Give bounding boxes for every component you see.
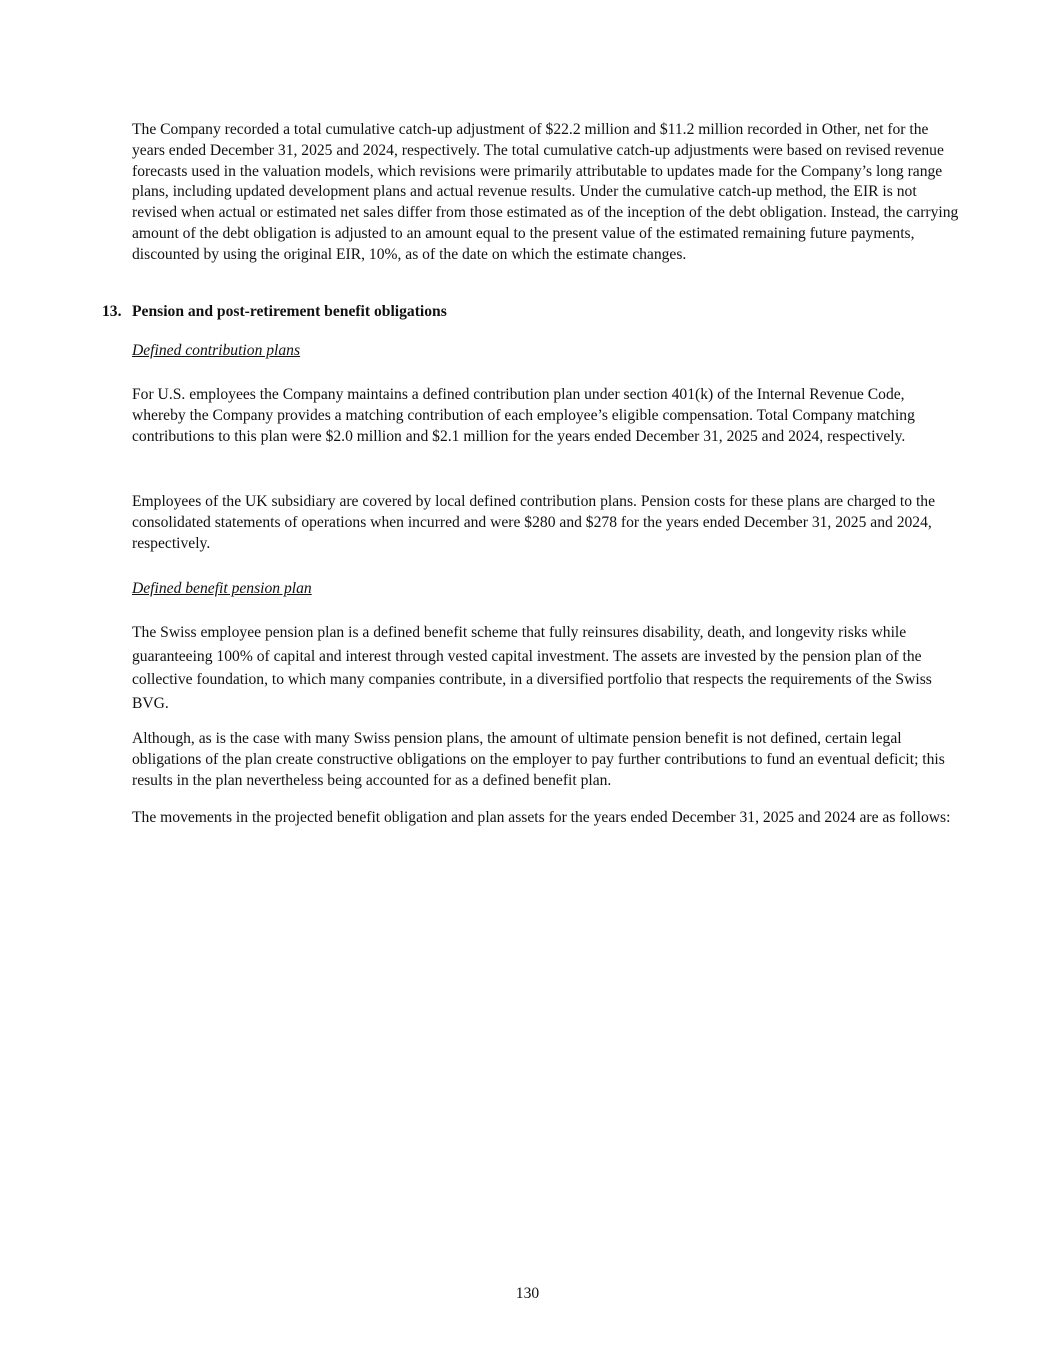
- defined-benefit-subheading: Defined benefit pension plan: [132, 580, 312, 597]
- section-number: 13.: [102, 303, 122, 320]
- section-title: Pension and post-retirement benefit obligations: [132, 303, 447, 320]
- us-401k-paragraph: For U.S. employees the Company maintains a defined contribution plan under section 401(k) of the Internal Revenue Code, whereby the Company provides a matching contribution of each employee’s eligible compensation. Total Company matching contributions to this plan were $2.0 million and $2.1 million for the years ended December 31, 2025 and 2024, respectively.: [132, 386, 915, 445]
- movements-paragraph: The movements in the projected benefit obligation and plan assets for the years ended December 31, 2025 and 2024 are as follows:: [132, 809, 951, 826]
- defined-contribution-subheading: Defined contribution plans: [132, 342, 301, 359]
- section-heading: [102, 302, 447, 323]
- catch-up-adjustment-paragraph: The Company recorded a total cumulative catch-up adjustment of $22.2 million and $11.2 million recorded in Other, net for the years ended December 31, 2025 and 2024, respectively. The total cumulative catch-up adjustments were based on revised revenue forecasts used in the valuation models, which revisions were primarily attributable to updates made for the Company’s long range plans, including updated development plans and actual revenue results. Under the cumulative catch-up method, the EIR is not revised when actual or estimated net sales differ from those estimated as of the inception of the debt obligation. Instead, the carrying amount of the debt obligation is adjusted to an amount equal to the present value of the estimated remaining future payments, discounted by using the original EIR, 10%, as of the date on which the estimate changes.: [132, 121, 959, 263]
- swiss-obligations-paragraph: Although, as is the case with many Swiss pension plans, the amount of ultimate pension benefit is not defined, certain legal obligations of the plan create constructive obligations on the employer to pay further contributions to fund an eventual deficit; this results in the plan nevertheless being accounted for as a defined benefit plan.: [132, 730, 945, 789]
- swiss-plan-paragraph: The Swiss employee pension plan is a defined benefit scheme that fully reinsures disability, death, and longevity risks while guaranteeing 100% of capital and interest through vested capital investment. The assets are invested by the pension plan of the collective foundation, to which many companies contribute, in a diversified portfolio that respects the requirements of the Swiss BVG.: [132, 624, 932, 712]
- uk-plans-paragraph: Employees of the UK subsidiary are covered by local defined contribution plans. Pension costs for these plans are charged to the consolidated statements of operations when incurred and were $280 and $278 for the years ended December 31, 2025 and 2024, respectively.: [132, 493, 935, 552]
- page-number: 130: [515, 1285, 540, 1302]
